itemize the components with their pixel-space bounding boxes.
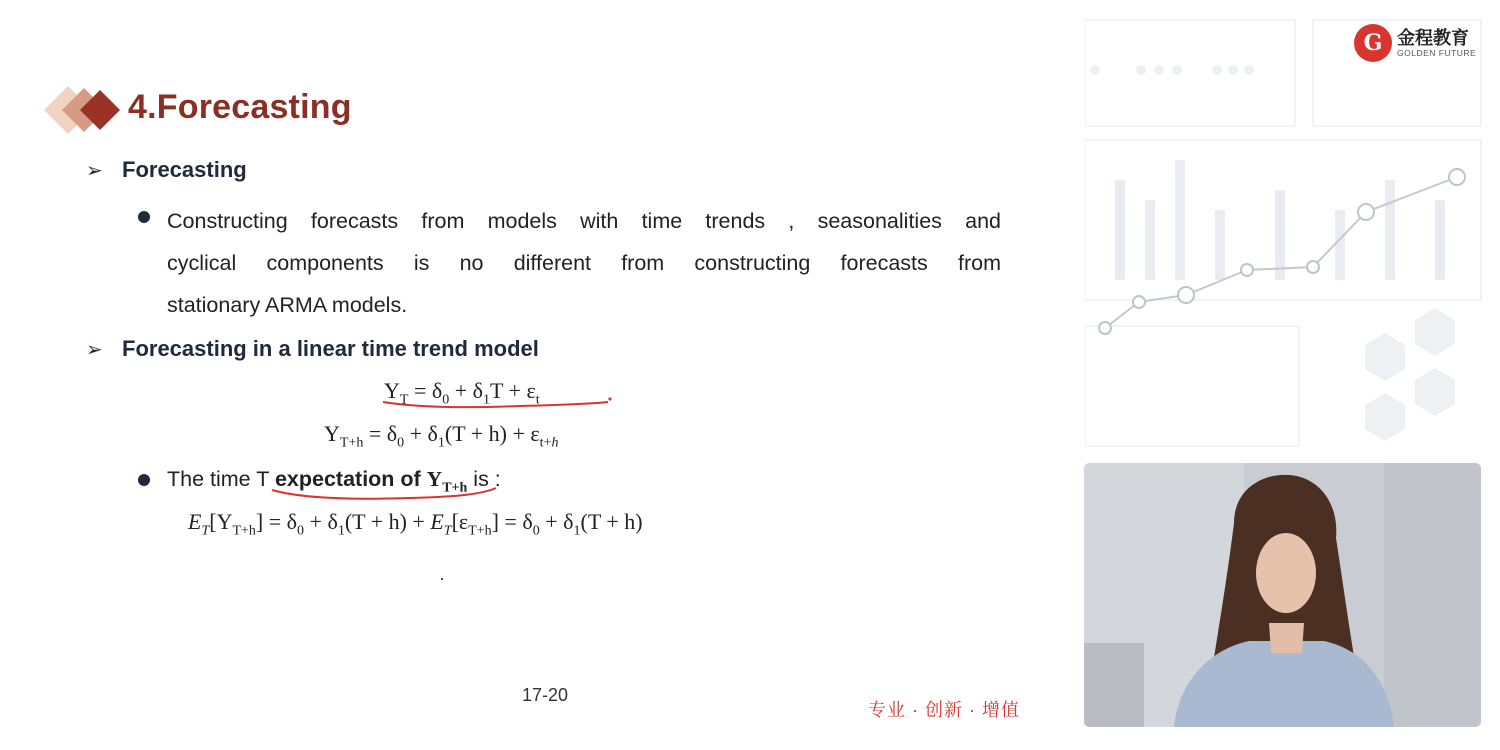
annotation-underline — [380, 396, 620, 414]
presenter-video-frame — [1084, 463, 1481, 727]
title-diamonds-icon — [44, 86, 134, 134]
arrow-bullet-icon: ➢ — [86, 338, 103, 361]
logo-mark-icon: G — [1354, 24, 1392, 62]
equation-model: $Y_T = \delta_0 + \delta_1T + \varepsilon_t$ — [384, 378, 540, 408]
equation-expectation: $E_T[Y_{T+h}] = \delta_0 + \delta_1(T + h) + E_T[\varepsilon_{T+h}] = \delta_0 + \delta_1(T + h)$ — [188, 509, 643, 539]
paragraph-line: Constructing forecasts from models with time trends , seasonalities and — [167, 209, 1001, 233]
stray-dot — [441, 578, 443, 580]
decorative-infographic — [1085, 0, 1500, 460]
paragraph-line: cyclical components is no different from constructing forecasts from — [167, 251, 1001, 275]
bullet-expectation: The time T expectation of $Y_{T+h}$ is : — [167, 467, 501, 496]
annotation-underline — [270, 486, 500, 504]
page-number: 17-20 — [522, 685, 569, 705]
bullet-dot-icon — [138, 211, 150, 223]
presenter-video — [1084, 463, 1481, 727]
arrow-bullet-icon: ➢ — [86, 159, 103, 182]
bullet-text-suffix: is : — [467, 467, 501, 491]
bullet-paragraph — [167, 200, 1001, 326]
logo-name-cn: 金程教育 — [1397, 28, 1469, 48]
section-heading-label: Forecasting — [122, 157, 247, 182]
bullet-dot-icon — [138, 474, 150, 486]
section-heading-label: Forecasting in a linear time trend model — [122, 336, 539, 361]
brand-logo — [1354, 24, 1476, 62]
section-heading-forecasting — [86, 157, 247, 183]
slide-title: 4.Forecasting — [128, 88, 352, 126]
slogan: 专业 · 创新 · 增值 — [868, 700, 1020, 720]
equation-forecast: $Y_{T+h} = \delta_0 + \delta_1(T + h) + \varepsilon_{t+h}$ — [324, 421, 559, 451]
section-heading-linear-trend — [86, 336, 539, 362]
paragraph-line: stationary ARMA models. — [167, 293, 408, 317]
logo-name-en: GOLDEN FUTURE — [1397, 48, 1477, 58]
bullet-text-bold: expectation of — [274, 467, 427, 491]
bullet-text-prefix: The time T — [167, 467, 275, 491]
